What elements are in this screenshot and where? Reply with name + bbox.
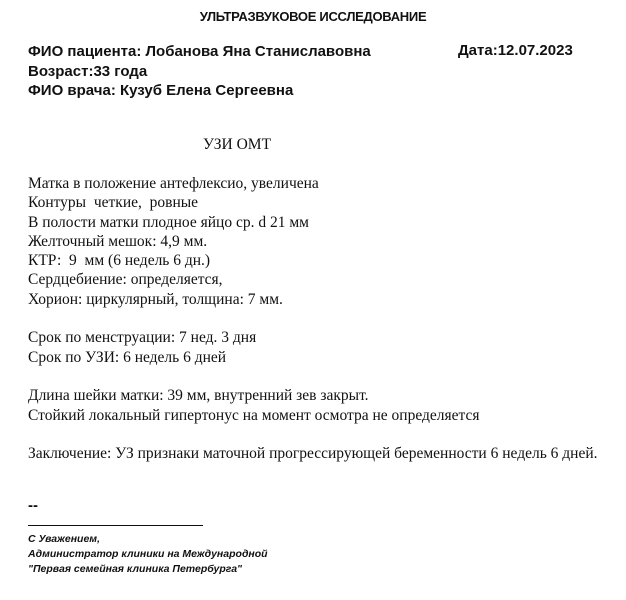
finding-line: Контуры четкие, ровные [28,194,199,212]
document-title: УЛЬТРАЗВУКОВОЕ ИССЛЕДОВАНИЕ [199,9,427,24]
patient-info [28,42,588,101]
signature-greeting: С Уважением, [28,533,100,545]
conclusion: Заключение: УЗ признаки маточной прогрессирующей беременности 6 недель 6 дней. [28,445,598,463]
term-line: Срок по менструации: 7 нед. 3 дня [28,329,257,347]
finding-line: Хорион: циркулярный, толщина: 7 мм. [28,290,283,308]
signature-role: Администратор клиники на Международной [28,548,268,560]
signature-rule [28,525,203,526]
finding-line: Желточный мешок: 4,9 мм. [28,232,208,250]
report-title: УЗИ ОМТ [203,136,272,153]
patient-age: Возраст:33 года [28,62,148,80]
finding-line: В полости матки плодное яйцо ср. d 21 мм [28,213,309,231]
finding-line: Сердцебиение: определяется, [28,271,223,289]
term-line: Срок по УЗИ: 6 недель 6 дней [28,348,227,366]
doctor-name: ФИО врача: Кузуб Елена Сергеевна [28,82,294,99]
exam-date: Дата:12.07.2023 [458,42,573,59]
patient-name: ФИО пациента: Лобанова Яна Станиславовна [28,43,371,60]
report-body [28,174,618,463]
signature-clinic: "Первая семейная клиника Петербурга" [28,563,243,575]
signature-dash: -- [28,497,38,514]
cervix-line: Стойкий локальный гипертонус на момент осмотра не определяется [28,406,480,424]
cervix-line: Длина шейки матки: 39 мм, внутренний зев закрыт. [28,387,369,405]
finding-line: Матка в положение антефлексио, увеличена [28,175,319,192]
signature-block [28,532,268,577]
finding-line: КТР: 9 мм (6 недель 6 дн.) [28,252,211,270]
